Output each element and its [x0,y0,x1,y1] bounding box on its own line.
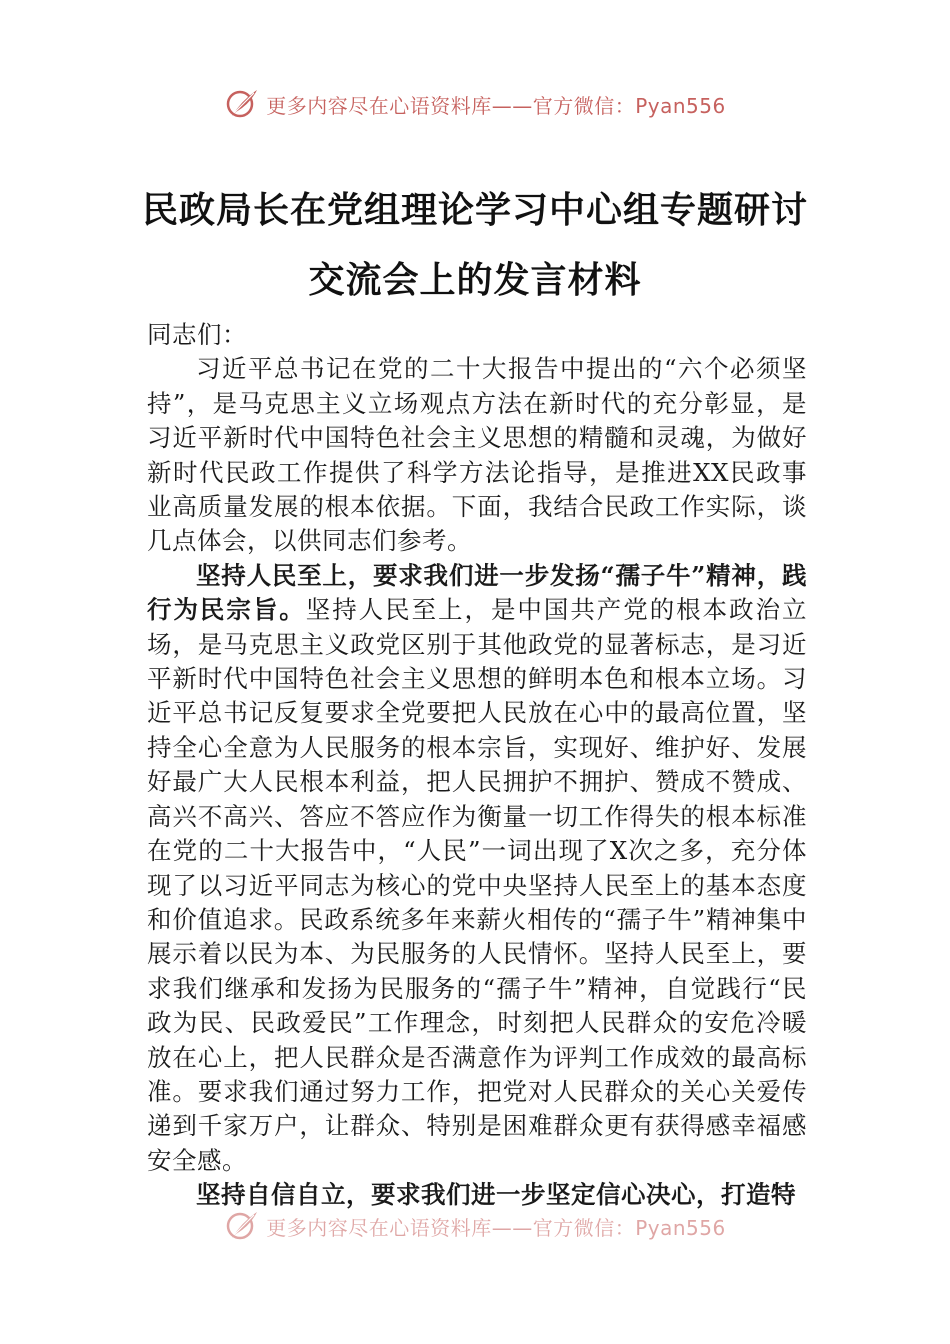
watermark-text: 更多内容尽在心语资料库——官方微信：Pyan556 [266,1215,726,1240]
watermark-text: 更多内容尽在心语资料库——官方微信：Pyan556 [266,93,726,118]
section-1-text: 坚持人民至上，是中国共产党的根本政治立场，是马克思主义政党区别于其他政党的显著标志，是习近平新时代中国特色社会主义思想的鲜明本色和根本立场。习近平总书记反复要求全党要把人民放在心中的最高位置，坚持全心全意为人民服务的根本宗旨，实现好、维护好、发展好最广大人民根本利益，把人民拥护不拥护、赞成不赞成、高兴不高兴、答应不答应作为衡量一切工作得失的根本标准在党的二十大报告中，“人民”一词出现了X次之多，充分体现了以习近平同志为核心的党中央坚持人民至上的基本态度和价值追求。民政系统多年来薪火相传的“孺子牛”精神集中展示着以民为本、为民服务的人民情怀。坚持人民至上，要求我们继承和发扬为民服务的“孺子牛”精神，自觉践行“民政为民、民政爱民”工作理念，时刻把人民群众的安危冷暖放在心上，把人民群众是否满意作为评判工作成效的最高标准。要求我们通过努力工作，把党对人民群众的关心关爱传递到千家万户，让群众、特别是困难群众更有获得感幸福感安全感。 [147,595,807,1175]
watermark-header [0,84,950,124]
salutation: 同志们： [147,320,247,349]
section-2-heading: 坚持自信自立，要求我们进一步坚定信心决心，打造特 [196,1180,796,1210]
document-body [147,318,807,1213]
document-title-line-2: 交流会上的发言材料 [308,259,642,301]
document-title-line-1: 民政局长在党组理论学习中心组专题研讨 [141,189,808,231]
section-1-paragraph [147,559,807,1178]
section-1-heading: 坚持人民至上，要求我们进一步发扬“孺子牛”精神，践行为民宗旨。 [147,560,807,625]
feather-logo-icon [224,1208,260,1244]
watermark-footer [0,1206,950,1246]
intro-paragraph: 习近平总书记在党的二十大报告中提出的“六个必须坚持”，是马克思主义立场观点方法在新时代的充分彰显，是习近平新时代中国特色社会主义思想的精髓和灵魂，为做好新时代民政工作提供了科学方法论指导，是推进XX民政事业高质量发展的根本依据。下面，我结合民政工作实际，谈几点体会，以供同志们参考。 [147,354,807,556]
feather-logo-icon [224,86,260,122]
